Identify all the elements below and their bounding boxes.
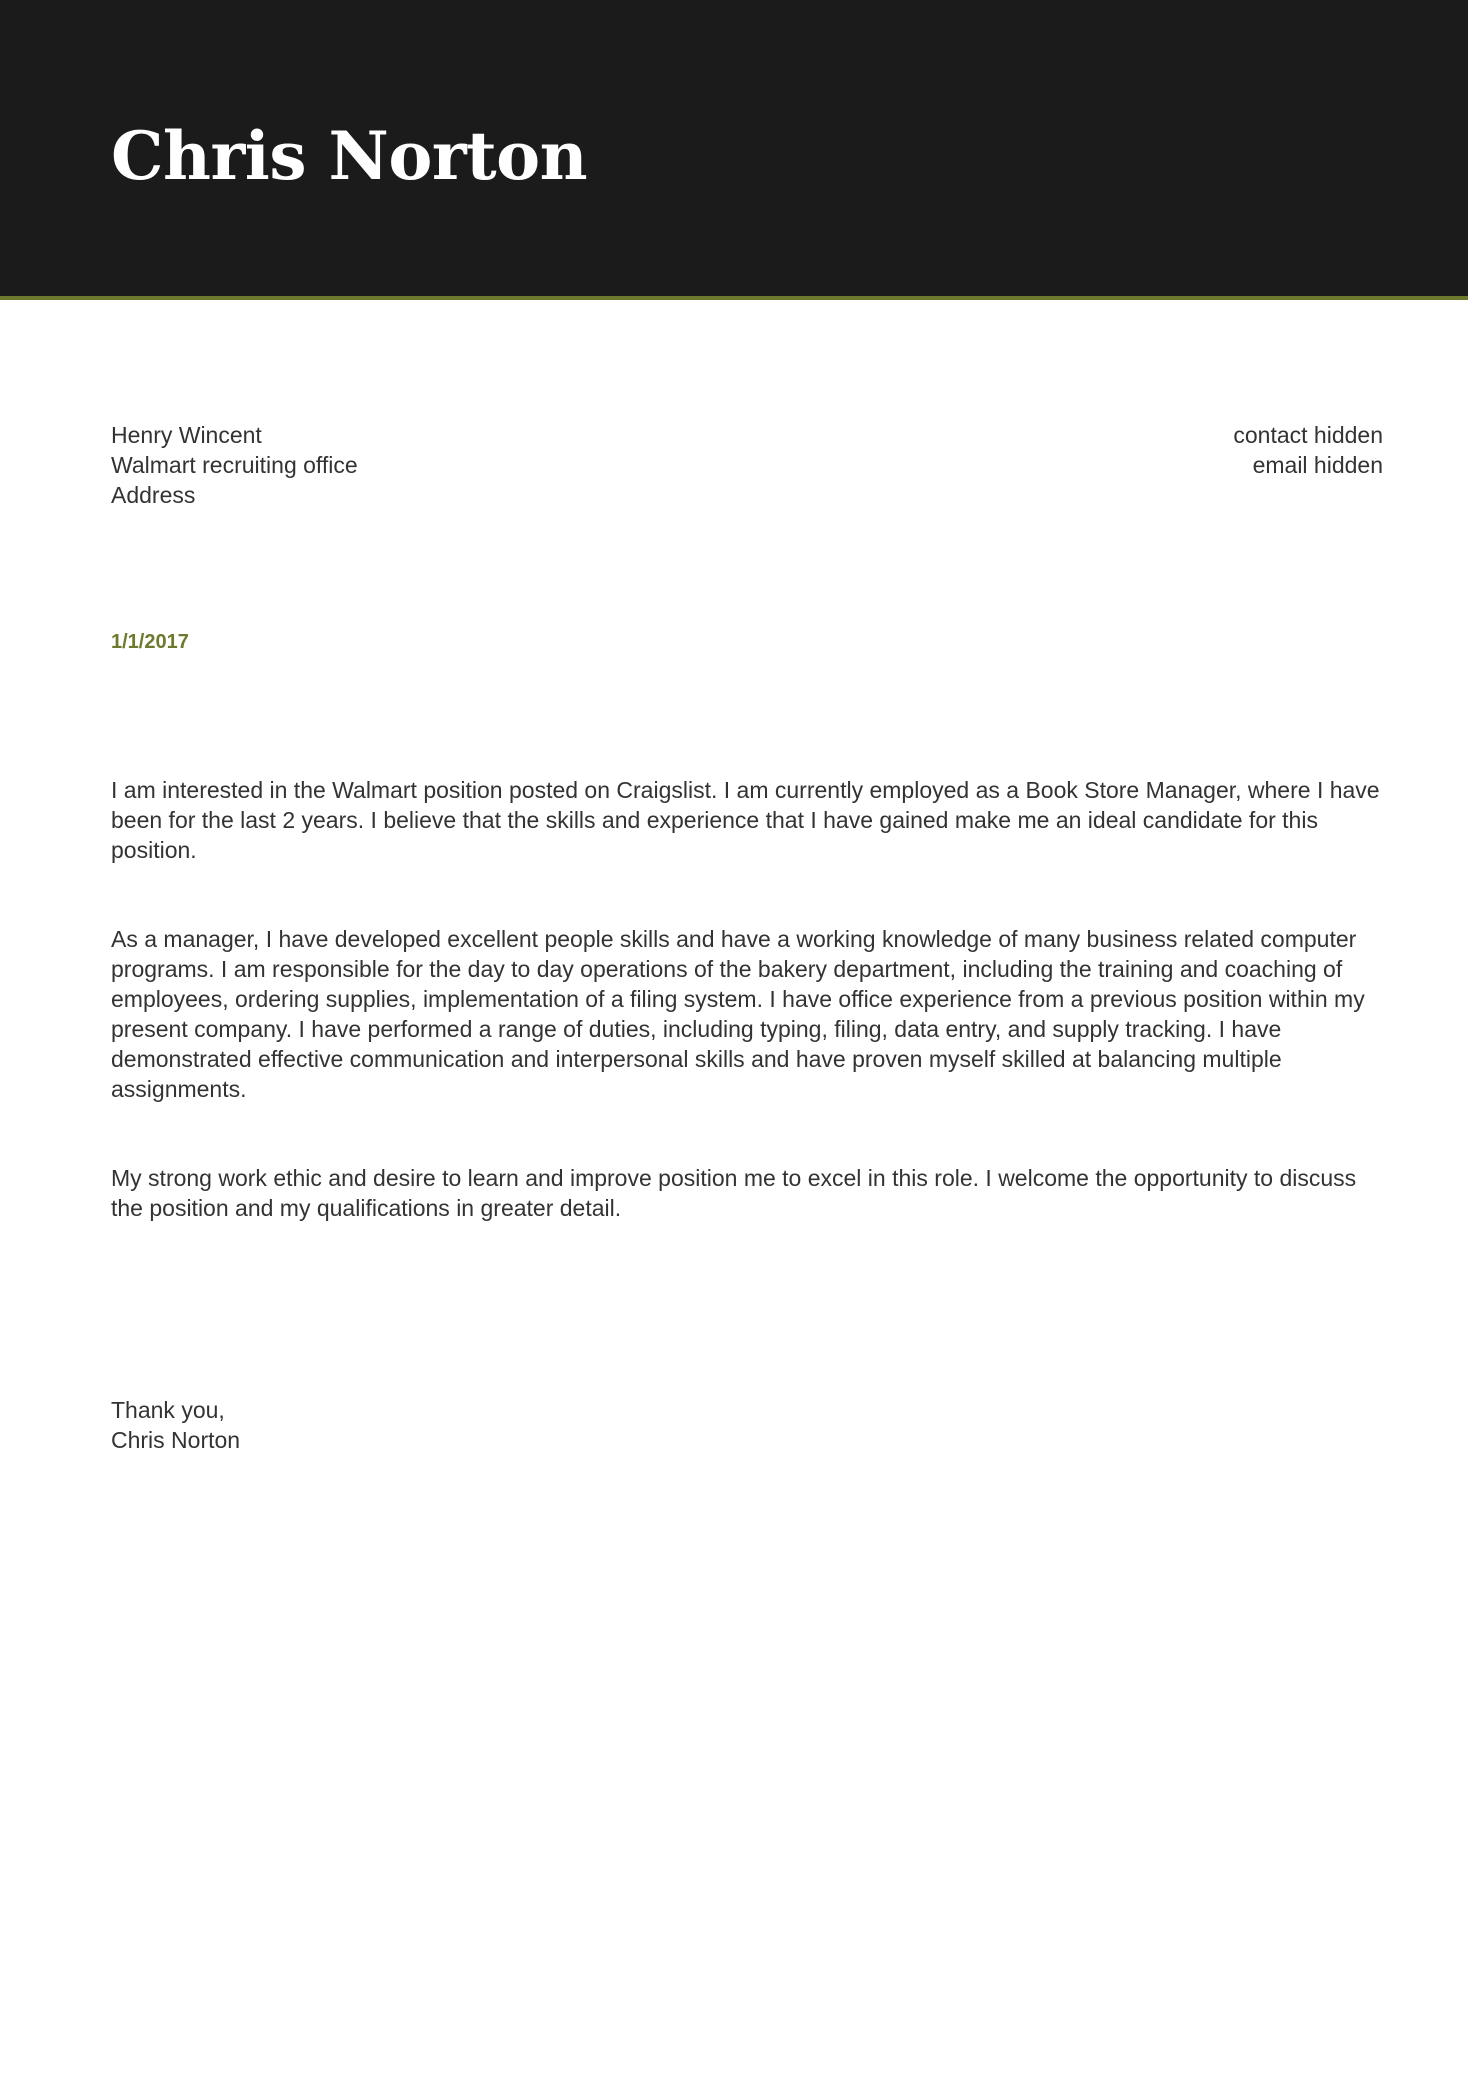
letter-body <box>111 775 1386 1282</box>
applicant-name: Chris Norton <box>111 117 588 195</box>
closing-salutation: Thank you, <box>111 1397 225 1423</box>
recipient-name: Henry Wincent <box>111 422 262 448</box>
letter-paragraph: My strong work ethic and desire to learn and improve position me to excel in this role. I welcome the opportunity to discuss the position and my qualifications in greater detail. <box>111 1165 1357 1221</box>
header-banner <box>0 0 1468 300</box>
letter-date: 1/1/2017 <box>111 631 189 653</box>
signature-name: Chris Norton <box>111 1427 241 1453</box>
recipient-block <box>111 420 711 510</box>
letter-paragraph: As a manager, I have developed excellent people skills and have a working knowledge of many business related computer programs. I am responsible for the day to day operations of the bakery department, including the training and coaching of employees, ordering supplies, implementation of a filing system. I have office experience from a previous position within my present company. I have performed a range of duties, including typing, filing, data entry, and supply tracking. I have demonstrated effective communication and interpersonal skills and have proven myself skilled at balancing multiple assignments. <box>111 926 1365 1102</box>
recipient-organization: Walmart recruiting office <box>111 452 358 478</box>
closing-block <box>111 1395 711 1455</box>
contact-phone: contact hidden <box>1233 422 1383 448</box>
recipient-address: Address <box>111 482 196 508</box>
contact-email: email hidden <box>1252 452 1383 478</box>
letter-paragraph: I am interested in the Walmart position posted on Craigslist. I am currently employed as a Book Store Manager, where I have been for the last 2 years. I believe that the skills and experience that I have gained make me an ideal candidate for this position. <box>111 777 1380 863</box>
contact-block <box>883 420 1383 480</box>
